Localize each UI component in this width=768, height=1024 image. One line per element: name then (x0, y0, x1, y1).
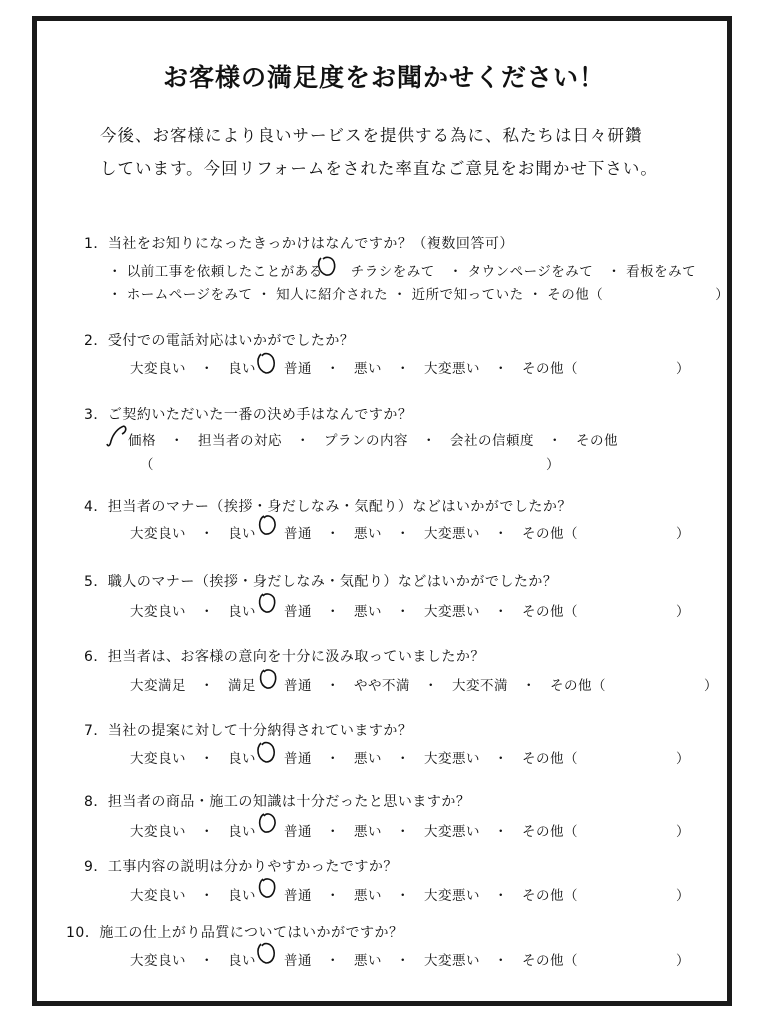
intro-line-2: しています。今回リフォームをされた率直なご意見をお聞かせ下さい。 (100, 159, 658, 178)
hand-drawn-circle-mark (255, 590, 279, 618)
question-1: 1．当社をお知りになったきっかけはなんですか？（複数回答可） (84, 236, 514, 252)
question-3: 3．ご契約いただいた一番の決め手はなんですか？ (84, 407, 413, 423)
question-7-options: 大変良い ・ 良い 普通 ・ 悪い ・ 大変悪い ・ その他（ ） (130, 751, 690, 767)
question-2-options: 大変良い ・ 良い 普通 ・ 悪い ・ 大変悪い ・ その他（ ） (130, 361, 690, 377)
hand-drawn-circle-mark (315, 254, 339, 280)
hand-drawn-circle-mark (255, 810, 279, 838)
hand-drawn-circle-mark (254, 350, 278, 378)
question-6: 6．担当者は、お客様の意向を十分に汲み取っていましたか？ (84, 649, 485, 665)
question-10: 10．施工の仕上がり品質についてはいかがですか？ (66, 925, 404, 941)
question-3-options-line-2: （ ） (140, 457, 560, 473)
hand-drawn-circle-mark (254, 739, 278, 767)
hand-drawn-circle-mark (254, 940, 278, 968)
question-3-options-line-1: 価格 ・ 担当者の対応 ・ プランの内容 ・ 会社の信頼度 ・ その他 (128, 433, 618, 449)
hand-drawn-circle-mark (255, 875, 279, 903)
question-6-options: 大変満足 ・ 満足 普通 ・ やや不満 ・ 大変不満 ・ その他（ ） (130, 678, 718, 694)
question-5-options: 大変良い ・ 良い 普通 ・ 悪い ・ 大変悪い ・ その他（ ） (130, 604, 690, 620)
question-8-options: 大変良い ・ 良い 普通 ・ 悪い ・ 大変悪い ・ その他（ ） (130, 824, 690, 840)
question-9: 9．工事内容の説明は分かりやすかったですか？ (84, 859, 398, 875)
question-4-options: 大変良い ・ 良い 普通 ・ 悪い ・ 大変悪い ・ その他（ ） (130, 526, 690, 542)
question-1-options-line-2: ・ ホームページをみて ・ 知人に紹介された ・ 近所で知っていた ・ その他（ ） (108, 287, 730, 303)
question-1-options-line-1: ・ 以前工事を依頼したことがある チラシをみて ・ タウンページをみて ・ 看板をみて (108, 264, 697, 280)
page-title: お客様の満足度をお聞かせください！ (162, 63, 605, 92)
hand-drawn-circle-mark (256, 666, 280, 694)
question-4: 4．担当者のマナー（挨拶・身だしなみ・気配り）などはいかがでしたか？ (84, 499, 572, 515)
question-2: 2．受付での電話対応はいかがでしたか？ (84, 333, 355, 349)
question-8: 8．担当者の商品・施工の知識は十分だったと思いますか？ (84, 794, 471, 810)
question-10-options: 大変良い ・ 良い 普通 ・ 悪い ・ 大変悪い ・ その他（ ） (130, 953, 690, 969)
question-5: 5．職人のマナー（挨拶・身だしなみ・気配り）などはいかがでしたか？ (84, 574, 558, 590)
question-9-options: 大変良い ・ 良い 普通 ・ 悪い ・ 大変悪い ・ その他（ ） (130, 888, 690, 904)
intro-line-1: 今後、お客様により良いサービスを提供する為に、私たちは日々研鑽 (100, 126, 643, 145)
hand-drawn-circle-mark (104, 422, 132, 450)
hand-drawn-circle-mark (255, 512, 279, 540)
question-7: 7．当社の提案に対して十分納得されていますか？ (84, 723, 413, 739)
